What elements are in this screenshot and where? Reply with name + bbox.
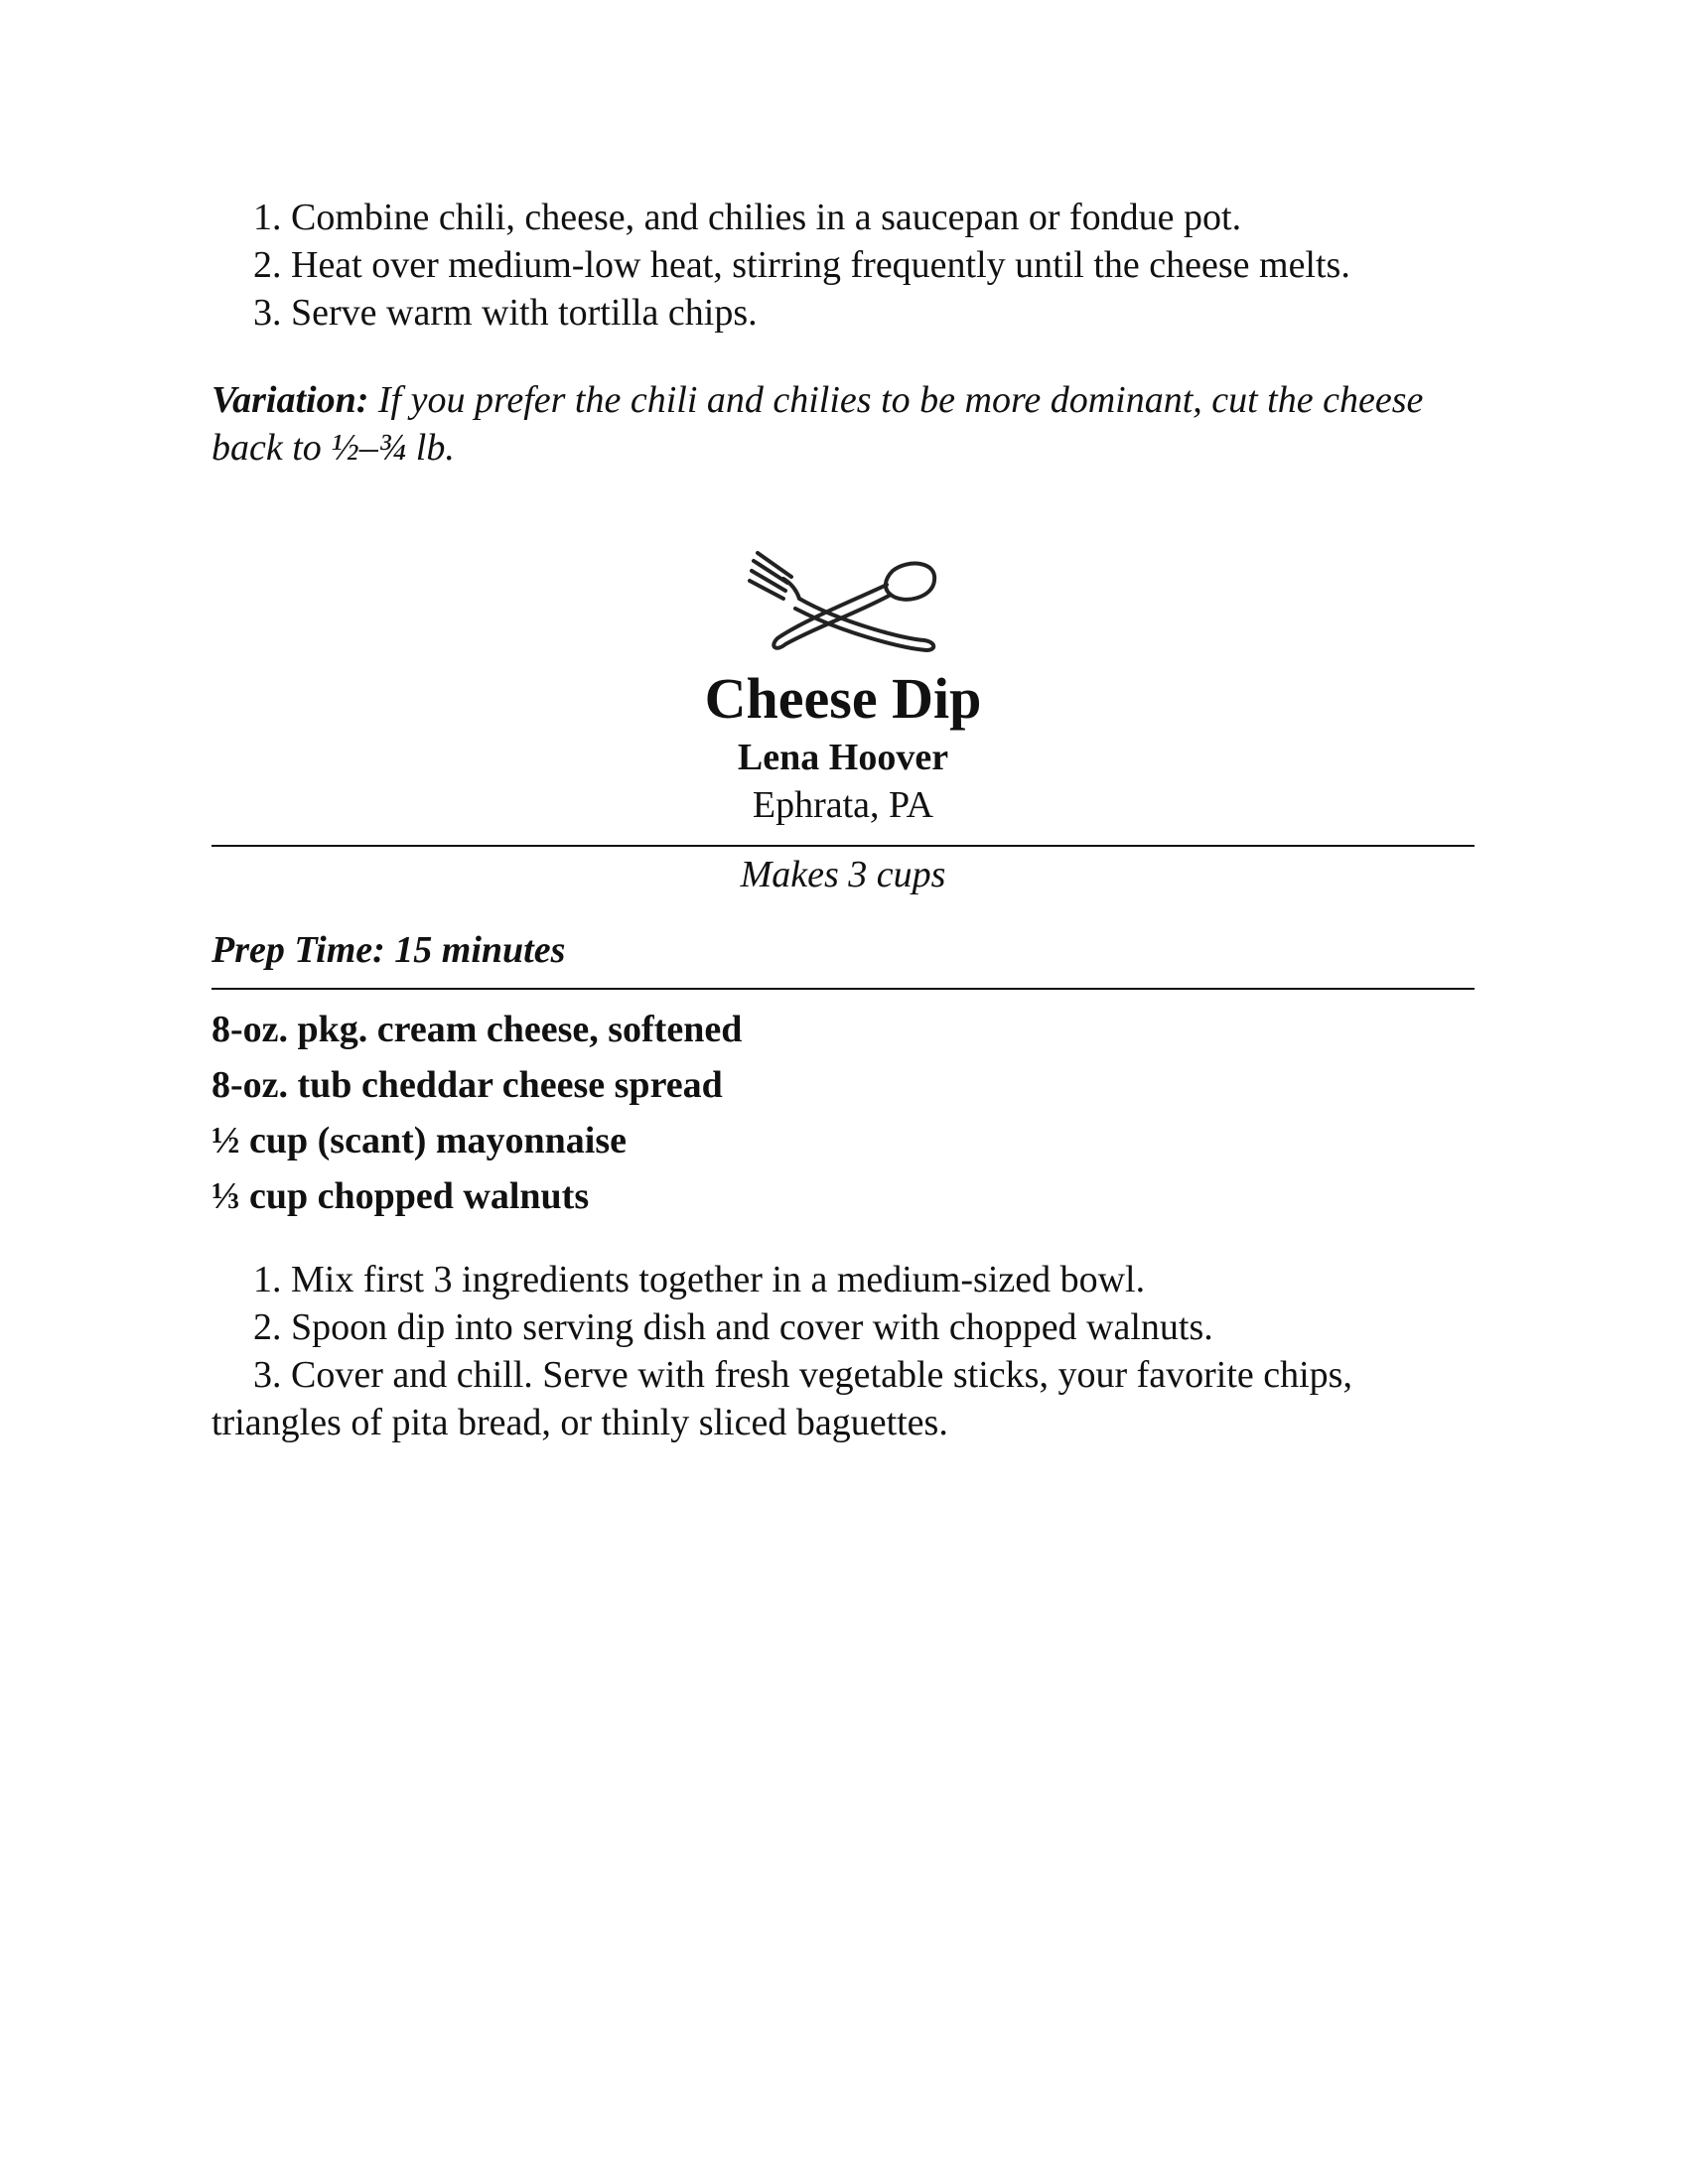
prep-time: Prep Time: 15 minutes [211,929,566,971]
recipe-yield: Makes 3 cups [740,854,946,895]
ingredient-item: 8-oz. tub cheddar cheese spread [211,1064,723,1106]
ingredient-list [211,1002,1475,1224]
recipe-title: Cheese Dip [704,666,982,731]
fork-and-spoon-icon [744,549,942,658]
variation-label: Variation: [211,379,369,421]
ingredient-item: ⅓ cup chopped walnuts [211,1175,590,1217]
recipe-icon-container [211,549,1475,658]
divider [211,845,1475,847]
step-item: 1. Combine chili, cheese, and chilies in a saucepan or fondue pot. [253,197,1242,238]
recipe-location: Ephrata, PA [752,784,934,826]
previous-recipe-steps [211,194,1475,337]
step-item: 1. Mix first 3 ingredients together in a medium-sized bowl. [253,1259,1146,1300]
page-content [211,194,1475,1446]
step-item: 3. Cover and chill. Serve with fresh vegetable sticks, your favorite chips, triangles of pita bread, or thinly sliced baguettes. [211,1354,1352,1443]
step-item: 2. Spoon dip into serving dish and cover with chopped walnuts. [253,1306,1213,1348]
recipe-author: Lena Hoover [737,737,949,778]
variation-note [211,376,1475,472]
variation-text: If you prefer the chili and chilies to be more dominant, cut the cheese back to ½–¾ lb. [211,379,1424,469]
ingredient-item: ½ cup (scant) mayonnaise [211,1120,628,1161]
step-item: 2. Heat over medium-low heat, stirring frequently until the cheese melts. [253,244,1350,286]
step-item: 3. Serve warm with tortilla chips. [253,292,758,334]
recipe-steps [211,1256,1475,1446]
divider [211,988,1475,990]
ingredient-item: 8-oz. pkg. cream cheese, softened [211,1009,743,1050]
